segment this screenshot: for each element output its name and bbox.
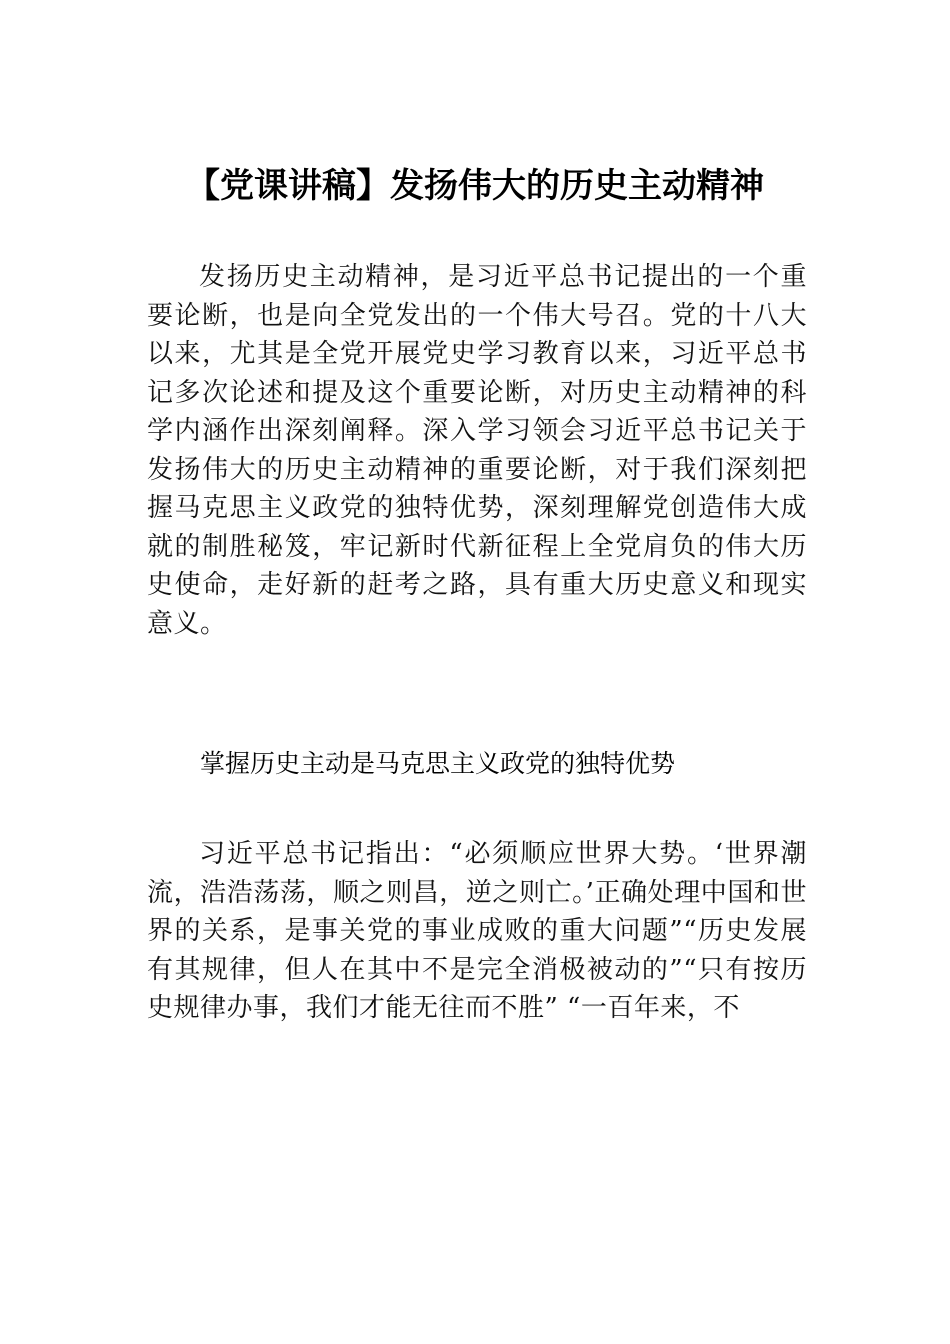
intro-paragraph: 发扬历史主动精神，是习近平总书记提出的一个重要论断，也是向全党发出的一个伟大号召。党的十八大以来，尤其是全党开展党史学习教育以来，习近平总书记多次论述和提及这个重要论断，对历史主动精神的科学内涵作出深刻阐释。深入学习领会习近平总书记关于发扬伟大的历史主动精神的重要论断，对于我们深刻把握马克思主义政党的独特优势，深刻理解党创造伟大成就的制胜秘笈，牢记新时代新征程上全党肩负的伟大历史使命，走好新的赶考之路，具有重大历史意义和现实意义。 bbox=[147, 262, 807, 639]
section-paragraph: 习近平总书记指出：“必须顺应世界大势。‘世界潮流，浩浩荡荡，顺之则昌，逆之则亡。’正确处理中国和世界的关系，是事关党的事业成败的重大问题”“历史发展有其规律，但人在其中不是完全消极被动的”“只有按历史规律办事，我们才能无往而不胜” “一百年来，不 bbox=[147, 839, 807, 1023]
section-heading: 掌握历史主动是马克思主义政党的独特优势 bbox=[200, 749, 676, 778]
document-title: 【党课讲稿】发扬伟大的历史主动精神 bbox=[186, 166, 764, 206]
